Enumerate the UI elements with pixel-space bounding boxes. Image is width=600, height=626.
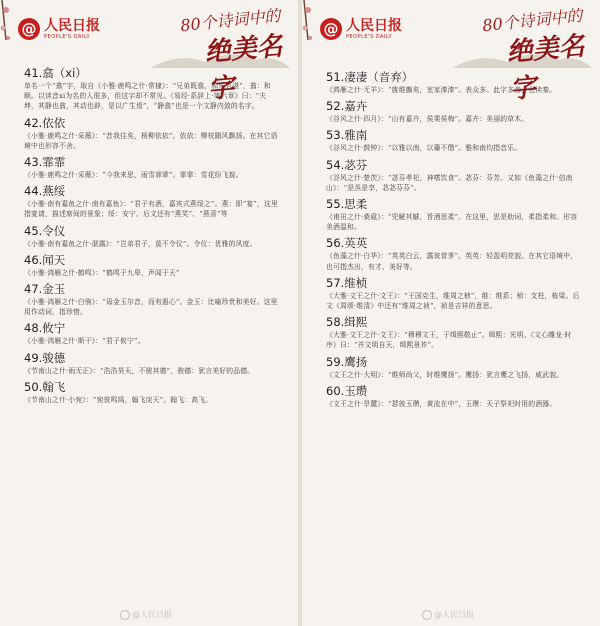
name-entry [24, 253, 280, 278]
logo-name: 人民日报 [346, 18, 402, 34]
name-entry [24, 66, 280, 112]
header-title-line1: 80个诗词中的 [481, 5, 584, 36]
entry-title: 56.英英 [326, 236, 368, 251]
entry-body: 《谷风之什·楚茨》：“苾芬孝祀，神嗜饮食”。苾芬：芬芳。又如《鱼藻之什·信南山》：“是烝是享，苾苾芬芬”。 [326, 173, 573, 192]
watermark: @人民日报 [422, 609, 474, 620]
name-entry [24, 282, 280, 317]
entry-body: 单名一个“翕”字，取自《小雅·鹿鸣之什·常棣》：“兄弟既翕，和乐且湛”，翕：和顺。以读音xi为名的人很多，但这字却不常见。《易经·系辞上·第六章》曰：“夫坤，其静也翕，其动也辟，是以广生焉”，“静翕”也是一个文静内敛的名字。 [24, 82, 271, 111]
plum-blossom-icon [0, 0, 20, 60]
entry-title: 52.嘉卉 [326, 99, 368, 114]
entry-title: 46.闻天 [24, 252, 66, 267]
name-entry [326, 128, 582, 153]
entry-body: 《鸿雁之什·无羊》：“旐维旟矣，室家溱溱”。表众多。此字多音，也读秦。 [326, 86, 557, 94]
entry-title: 59.鹰扬 [326, 354, 368, 369]
name-entry [326, 384, 582, 409]
header-title-line2: 绝美名字 [505, 31, 586, 105]
name-entry [24, 380, 280, 405]
weibo-icon [422, 610, 432, 620]
entry-list [24, 66, 280, 409]
entry-body: 《文王之什·大明》：“维师尚父，时维鹰扬”。鹰扬：犹言鹰之飞扬，威武貌。 [326, 370, 564, 379]
entry-title: 45.令仪 [24, 223, 66, 238]
name-entry [326, 236, 582, 271]
entry-title: 54.苾芬 [326, 157, 368, 172]
entry-title: 50.翰飞 [24, 379, 66, 394]
entry-title: 55.思柔 [326, 197, 368, 212]
left-panel [0, 0, 298, 626]
entry-body: 《文王之什·旱麓》：“瑟彼玉瓒，黄流在中”，玉瓒：天子祭祀时用的酒器。 [326, 399, 557, 408]
entry-title: 41.翕（xi） [24, 66, 87, 80]
name-entry [24, 321, 280, 346]
entry-title: 42.依依 [24, 115, 66, 130]
name-entry [326, 99, 582, 124]
entry-title: 44.燕绥 [24, 184, 66, 199]
logo-name-en: PEOPLE'S DAILY [346, 34, 393, 40]
entry-title: 48.攸宁 [24, 321, 66, 336]
watermark: @人民日报 [120, 609, 172, 620]
entry-body: 《节南山之什·雨无正》：“浩浩昊天，不骏其德”，骏德：犹言美好的品德。 [24, 366, 255, 375]
header-title-line1: 80个诗词中的 [179, 5, 282, 36]
logo-mark: @ [320, 18, 342, 40]
entry-body: 《小雅·鸿雁之什·斯干》：“君子攸宁”。 [24, 337, 145, 346]
entry-list [326, 70, 582, 413]
entry-body: 《小雅·南有嘉鱼之什·南有嘉鱼》：“君子有酒，嘉宾式燕绥之”。燕：即“宴”，这里指宴请，描述席间的景象；绥：安宁。后文还有“燕笑”、“燕喜”等 [24, 200, 278, 219]
logo-name-en: PEOPLE'S DAILY [44, 34, 91, 40]
name-entry [326, 158, 582, 193]
entry-body: 《小雅·鹿鸣之什·采薇》：“昔我往矣，杨柳依依”。依依：柳枝随风飘扬。在其它语境中也形容不舍。 [24, 131, 278, 150]
name-entry [24, 116, 280, 151]
plum-blossom-icon [302, 0, 322, 60]
name-entry [326, 70, 582, 95]
entry-body: 《大雅·文王之什·文王》：“王国克生，维周之桢”，维：维系；桢：支柱，栋梁。后文《周颂·维清》中还有“维周之祯”，祯是吉祥的意思。 [326, 291, 580, 311]
entry-body: 《甫田之什·桑扈》：“兕觥其觩，旨酒思柔”。在这里，思是助词，柔指柔和。形容美酒温和。 [326, 213, 578, 232]
entry-title: 57.维桢 [326, 275, 368, 290]
name-entry [24, 155, 280, 180]
entry-body: 《谷风之什·四月》：“山有嘉卉，侯栗侯梅”。嘉卉：美丽的草木。 [326, 115, 529, 124]
right-panel [302, 0, 600, 626]
entry-title: 53.雅南 [326, 128, 368, 143]
weibo-icon [120, 610, 130, 620]
entry-title: 47.金玉 [24, 282, 66, 297]
name-entry [326, 315, 582, 350]
logo [320, 18, 402, 40]
entry-body: 《节南山之什·小宛》：“宛彼鸣鸠，翰飞戾天”。翰飞：高飞。 [24, 395, 213, 404]
name-entry [326, 355, 582, 380]
entry-body: 《鱼藻之什·白华》：“英英白云，露彼菅茅”。英英：轻盈明亮貌。在其它语境中，也可指杰出，有才、美好等。 [326, 252, 578, 271]
logo-mark: @ [18, 18, 40, 40]
entry-title: 51.凄凄（音弃） [326, 70, 414, 84]
entry-title: 43.霏霏 [24, 155, 66, 170]
entry-body: 《小雅·鸿雁之什·鹤鸣》：“鹤鸣于九皋，声闻于天” [24, 268, 180, 277]
entry-body: 《小雅·鹿鸣之什·采薇》：“今我来思，雨雪霏霏”。霏霏：雪花纷飞貌。 [24, 171, 243, 180]
name-entry [326, 276, 582, 311]
logo [18, 18, 100, 40]
entry-body: 《谷风之什·鼓钟》：“以雅以南，以籥不僭”。雅和南均指音乐。 [326, 144, 522, 153]
entry-body: 《小雅·鸿雁之什·白驹》：“毋金玉尔音，而有遐心”。金玉：比喻珍贵和美好。这里用作动词，指珍惜。 [24, 298, 278, 317]
name-entry [24, 184, 280, 219]
name-entry [24, 351, 280, 376]
name-entry [326, 197, 582, 232]
entry-title: 60.玉瓒 [326, 383, 368, 398]
logo-name: 人民日报 [44, 18, 100, 34]
entry-body: 《大雅·文王之什·文王》：“穆穆文王，于缉熙敬止”。缉熙：光明。《文心雕龙·时序》曰：“并文明自天，缉熙景祚”。 [326, 331, 572, 350]
name-entry [24, 224, 280, 249]
entry-body: 《小雅·南有嘉鱼之什·湛露》：“岂弟君子，莫不令仪”。令仪：优雅的风度。 [24, 239, 257, 248]
entry-title: 58.缉熙 [326, 315, 368, 330]
header-title-line2: 绝美名字 [203, 31, 284, 105]
entry-title: 49.骏德 [24, 350, 66, 365]
